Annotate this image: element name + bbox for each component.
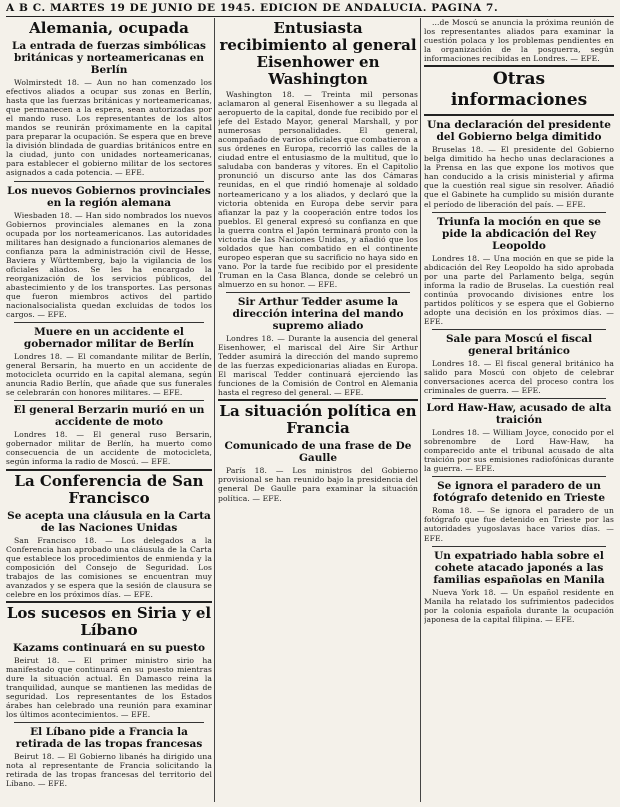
section-headline: Otras informaciones: [450, 69, 588, 111]
article-headline: Una declaración del presidente del Gobierno belga dimitido: [427, 119, 611, 144]
article-body: Roma 18. — Se ignora el paradero de un fotógrafo que fue detenido en Trieste por las autoridades yugoslavas hace varios días. — EFE.: [424, 506, 614, 543]
article-subhead: Comunicado de una frase de De Gaulle: [224, 440, 412, 465]
article-body: París 18. — Los ministros del Gobierno provisional se han reunido bajo la presidencia del general De Gaulle para examinar la situación política. — EFE.: [218, 466, 418, 503]
article-headline: El Líbano pide a Francia la retirada de las tropas francesas: [15, 726, 203, 751]
article-body: Londres 18. — Durante la ausencia del general Eisenhower, el mariscal del Aire Sir Arthur Tedder asumirá la dirección del mando supremo de las fuerzas expedicionarias aliadas en Europa. El mariscal Tedder continuará ejerciendo las funciones de la Comisión de Control en Alemania hasta el regreso del general. — EFE.: [218, 334, 418, 398]
running-head: A B C. MARTES 19 DE JUNIO DE 1945. EDICION DE ANDALUCIA. PAGINA 7.: [6, 2, 614, 17]
article-subhead: Se acepta una cláusula en la Carta de las Naciones Unidas: [7, 509, 211, 534]
article-body: Londres 18. — El comandante militar de Berlín, general Bersarin, ha muerto en un accidente de motocicleta ocurrido en la capital alemana, según anuncia Radio Berlín, que añade que sus funerales se celebrarán con honores militares. — EFE.: [6, 352, 212, 398]
article-headline: Alemania, ocupada: [29, 19, 189, 37]
divider: [14, 400, 204, 401]
divider: [14, 181, 204, 182]
article-body: Beirut 18. — El primer ministro sirio ha manifestado que continuará en su puesto mientras dure la situación actual. En Damasco reina la tranquilidad, aunque se mantienen las medidas de seguridad. Los representantes de los Estados árabes han celebrado una reunión para examinar los últimos acontecimientos. — EFE.: [6, 655, 212, 720]
article-body: Londres 18. — El general ruso Bersarin, gobernador militar de Berlín, ha muerto como consecuencia de un accidente de motocicleta, según informa la radio de Moscú. — EFE.: [6, 430, 212, 467]
article-body: Londres 18. — Una moción en que se pide la abdicación del Rey Leopoldo ha sido aprobada por una parte del Parlamento belga, según informa la radio de Bruselas. La cuestión real continúa provocando divisiones entre los partidos políticos y se espera que el Gobierno adopte una decisión en los próximos días. — EFE.: [424, 253, 614, 326]
article-headline: Entusiasta recibimiento al general Eisenhower en Washington: [219, 19, 417, 88]
article-body: Nueva York 18. — Un español residente en Manila ha relatado los sufrimientos padecidos por la colonia española durante la ocupación japonesa de la capital filipina. — EFE.: [424, 587, 614, 624]
article-headline: Un expatriado habla sobre el cohete atacado japonés a las familias españolas en Manila: [433, 549, 605, 586]
article-headline: La situación política en Francia: [219, 402, 417, 438]
article-body: ...de Moscú se anuncia la próxima reunión de los representantes aliados para examinar la cuestión polaca y los problemas pendientes en la organización de la posguerra, según informaciones recibidas en Londres. — EFE.: [424, 18, 614, 64]
newspaper-page: [6, 2, 614, 802]
article-headline: Sale para Moscú el fiscal general británico: [445, 332, 593, 357]
divider: [432, 398, 606, 399]
article-subhead: La entrada de fuerzas simbólicas británicas y norteamericanas en Berlín: [12, 40, 206, 76]
divider: [432, 212, 606, 213]
divider: [6, 469, 212, 471]
divider: [432, 329, 606, 330]
article-headline: La Conferencia de San Francisco: [14, 471, 204, 507]
article-body: San Francisco 18. — Los delegados a la Conferencia han aprobado una cláusula de la Carta que establece los procedimientos de enmienda y la composición del Consejo de Seguridad. Los trabajos de las comisiones se encuentran muy avanzados y se espera que la sesión de clausura se celebre en los próximos días. — EFE.: [6, 535, 212, 599]
article-body: Wolmirstedt 18. — Aun no han comenzado los efectivos aliados a ocupar sus zonas en Berlín, hasta que las fuerzas británicas y norteamericanas, que permanecen a la espera, sean autorizadas por el mando ruso. Los representantes de los altos mandos se reunirán próximamente en la capital para preparar la ocupación. Se espera que en breve la división blindada de guardias británicos entre en la ciudad, junto con unidades norteamericanas, para establecer el gobierno militar de los sectores asignados a cada potencia. — EFE.: [6, 78, 212, 178]
column-rule-1: [214, 18, 215, 802]
article-subhead: Kazams continuará en su puesto: [13, 641, 205, 654]
divider: [14, 722, 204, 723]
article-headline: Lord Haw-Haw, acusado de alta traición: [426, 402, 612, 427]
article-body: Londres 18. — El fiscal general británico ha salido para Moscú con objeto de celebrar conversaciones acerca del proceso contra los criminales de guerra. — EFE.: [424, 358, 614, 396]
divider: [424, 114, 614, 116]
article-headline: Muere en un accidente el gobernador militar de Berlín: [23, 326, 195, 351]
divider: [6, 601, 212, 603]
column-3: [424, 18, 614, 802]
column-2: [218, 18, 418, 802]
column-rule-2: [420, 18, 421, 802]
divider: [424, 65, 614, 67]
article-headline: El general Berzarin murió en un accidente de moto: [13, 404, 205, 429]
article-body: Washington 18. — Treinta mil personas aclamaron al general Eisenhower a su llegada al aeropuerto de la capital, donde fue recibido por el jefe del Estado Mayor, general Marshall, y por numerosas personalidades. El general, acompañado de varios oficiales que combatieron a sus órdenes en Europa, recorrió las calles de la ciudad entre el entusiasmo de la multitud, que lo saludaba con banderas y vítores. En el Capitolio pronunció un discurso ante las dos Cámaras reunidas, en el que rindió homenaje al soldado norteamericano y a los aliados, y declaró que la victoria obtenida en Europa debe servir para afianzar la paz y la cooperación entre todos los pueblos. El general expresó su confianza en que la guerra contra el Japón terminará pronto con la victoria de las Naciones Unidas, y añadió que los soldados que han combatido en el continente europeo esperan que su sacrificio no haya sido en vano. Por la tarde fue recibido por el presidente Truman en la Casa Blanca, donde se celebró un almuerzo en su honor. — EFE.: [218, 90, 418, 289]
article-body: Beirut 18. — El Gobierno libanés ha dirigido una nota al representante de Francia solicitando la retirada de las tropas francesas del territorio del Líbano. — EFE.: [6, 752, 212, 789]
article-body: Wiesbaden 18. — Han sido nombrados los nuevos Gobiernos provinciales alemanes en la zona ocupada por los norteamericanos. Las autoridades militares han designado a funcionarios alemanes de confianza para la administración civil de Hesse, Baviera y Württemberg, bajo la vigilancia de los oficiales aliados. Se les ha encargado la reorganización de los servicios públicos, del abastecimiento y de los transportes. Las personas que fueron miembros activos del partido nacionalsocialista quedan excluidas de todos los cargos. — EFE.: [6, 210, 212, 320]
divider: [432, 546, 606, 547]
article-headline: Los nuevos Gobiernos provinciales en la región alemana: [7, 184, 211, 209]
divider: [218, 399, 418, 401]
divider: [14, 322, 204, 323]
article-headline: Triunfa la moción en que se pide la abdicación del Rey Leopoldo: [437, 215, 601, 252]
article-body: Londres 18. — William Joyce, conocido por el sobrenombre de Lord Haw-Haw, ha comparecido ante el tribunal acusado de alta traición por sus emisiones radiofónicas durante la guerra. — EFE.: [424, 428, 614, 474]
article-headline: Se ignora el paradero de un fotógrafo detenido en Trieste: [432, 480, 606, 505]
article-headline: Los sucesos en Siria y el Líbano: [6, 603, 212, 639]
article-headline: Sir Arthur Tedder asume la dirección interina del mando supremo aliado: [232, 296, 404, 333]
article-body: Bruselas 18. — El presidente del Gobierno belga dimitido ha hecho unas declaraciones a la Prensa en las que expone los motivos que han conducido a la crisis ministerial y afirma que la cuestión real sigue sin resolver. Añadió que el Gabinete ha cumplido su misión durante el período de liberación del país. — EFE.: [424, 145, 614, 209]
divider: [432, 476, 606, 477]
divider: [226, 292, 410, 293]
column-1: [6, 18, 212, 802]
